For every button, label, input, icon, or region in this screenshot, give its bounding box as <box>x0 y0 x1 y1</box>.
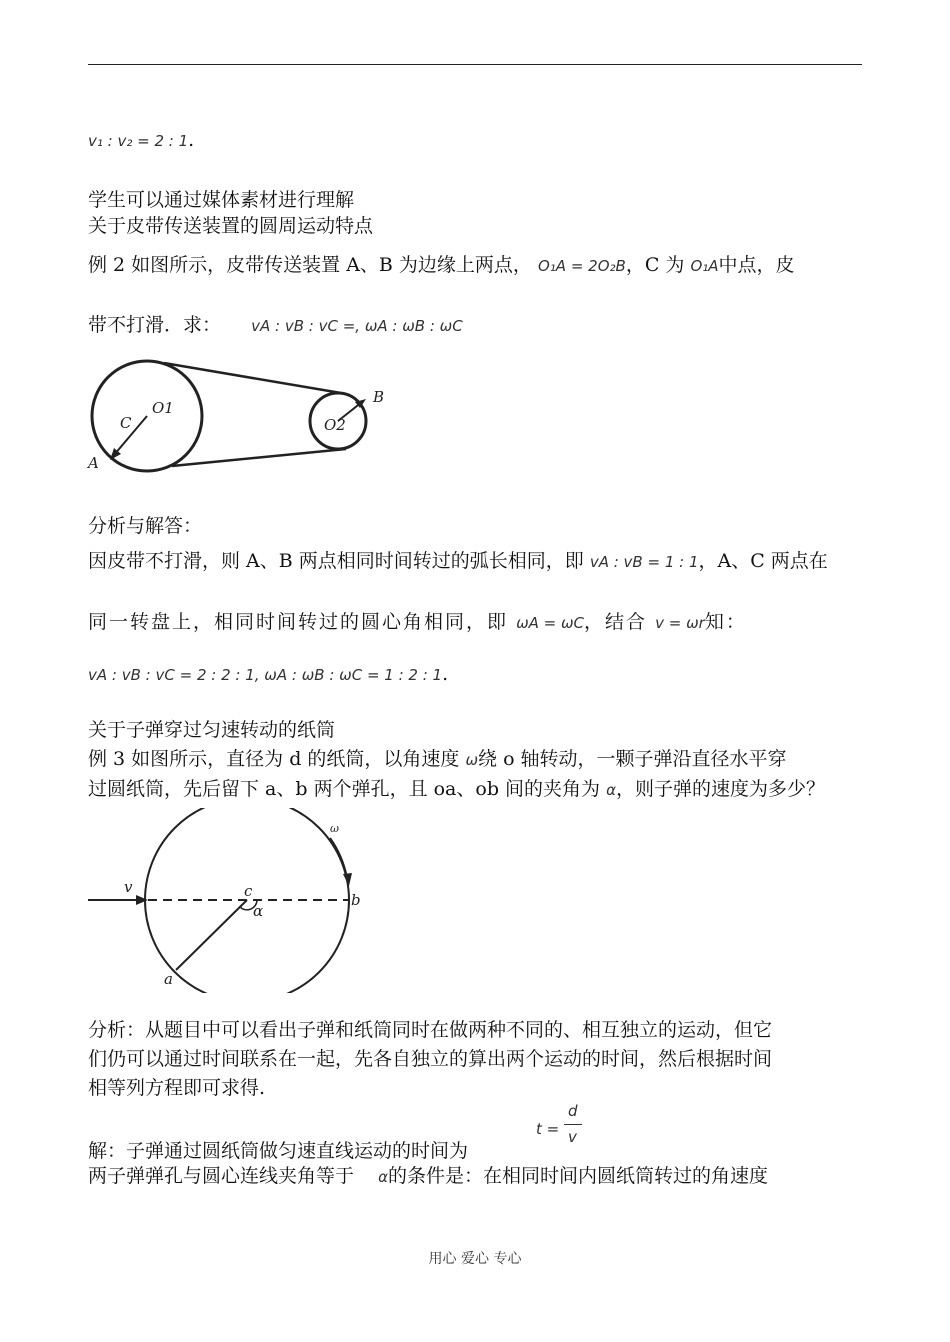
header-rule <box>88 64 862 65</box>
media-note: 学生可以通过媒体素材进行理解 <box>88 189 355 211</box>
label-o1: O1 <box>152 399 174 417</box>
solution-line: 解：子弹通过圆纸筒做匀速直线运动的时间为 <box>88 1140 469 1162</box>
formula-alpha-2: α <box>378 1168 388 1186</box>
belt-top <box>164 363 341 393</box>
belt-topic-heading: 关于皮带传送装置的圆周运动特点 <box>88 215 374 237</box>
formula-result-ratios: vA : vB : vC = 2 : 2 : 1, ωA : ωB : ωC = 1 : 2 : 1 <box>88 666 443 684</box>
belt-drive-figure <box>84 358 394 483</box>
formula-alpha: α <box>606 781 616 799</box>
formula-va-vb: vA : vB = 1 : 1 <box>589 553 699 571</box>
analysis3-line2: 们仍可以通过时间联系在一起，先各自独立的算出两个运动的时间，然后根据时间 <box>88 1048 773 1070</box>
analysis3-line1: 分析：从题目中可以看出子弹和纸筒同时在做两种不同的、相互独立的运动，但它 <box>88 1019 773 1041</box>
paper-cylinder-figure <box>84 808 384 993</box>
label-b: B <box>373 388 385 406</box>
analysis-title: 分析与解答： <box>88 515 203 537</box>
radius-oa <box>176 900 247 970</box>
label-center-c: c <box>244 882 253 900</box>
label-b-hole: b <box>351 891 361 909</box>
example3-line1: 例 3 如图所示，直径为 d 的纸筒，以角速度 ω绕 o 轴转动，一颗子弹沿直径水平穿 <box>88 748 787 770</box>
last-line: 两子弹弹孔与圆心连线夹角等于 α的条件是：在相同时间内圆纸筒转过的角速度 <box>88 1165 769 1187</box>
formula-ratios-question: vA : vB : vC =, ωA : ωB : ωC <box>251 317 463 335</box>
analysis-line1: 因皮带不打滑，则 A、B 两点相同时间转过的弧长相同，即 vA : vB = 1 : 1，A、C 两点在 <box>88 550 828 572</box>
belt-bottom <box>172 449 346 466</box>
analysis-result: vA : vB : vC = 2 : 2 : 1, ωA : ωB : ωC = 1 : 2 : 1. <box>88 663 449 685</box>
formula-o1a-short: O₁A <box>690 257 719 275</box>
formula-omega: ω <box>465 751 479 769</box>
formula-v-wr: v = ωr <box>655 614 705 632</box>
formula-wa-wc: ωA = ωC <box>516 614 585 632</box>
label-c: C <box>120 414 132 432</box>
label-o2: O2 <box>324 416 346 434</box>
ratio-line: v₁ : v₂ = 2 : 1. <box>88 129 195 151</box>
bullet-topic-heading: 关于子弹穿过匀速转动的纸筒 <box>88 719 336 741</box>
example2-line2: 带不打滑．求： vA : vB : vC =, ωA : ωB : ωC <box>88 314 463 336</box>
example3-line2: 过圆纸筒，先后留下 a、b 两个弹孔，且 oa、ob 间的夹角为 α，则子弹的速度为多少？ <box>88 778 825 800</box>
label-a: A <box>88 454 99 472</box>
formula-v1-v2: v₁ : v₂ = 2 : 1 <box>88 132 189 150</box>
bullet-arrowhead <box>136 895 148 905</box>
label-omega: ω <box>330 822 339 835</box>
label-alpha: α <box>253 902 264 920</box>
analysis-line2: 同一转盘上，相同时间转过的圆心角相同，即 ωA = ωC，结合 v = ωr知： <box>88 611 747 633</box>
page-footer: 用心 爱心 专心 <box>428 1251 522 1267</box>
analysis3-line3: 相等列方程即可求得. <box>88 1077 266 1099</box>
label-v: v <box>124 878 133 896</box>
formula-o1a: O₁A = 2O₂B <box>537 257 626 275</box>
example2-line1: 例 2 如图所示，皮带传送装置 A、B 为边缘上两点， O₁A = 2O₂B，C 为 O₁A中点，皮 <box>88 254 795 276</box>
label-a-hole: a <box>164 970 173 988</box>
